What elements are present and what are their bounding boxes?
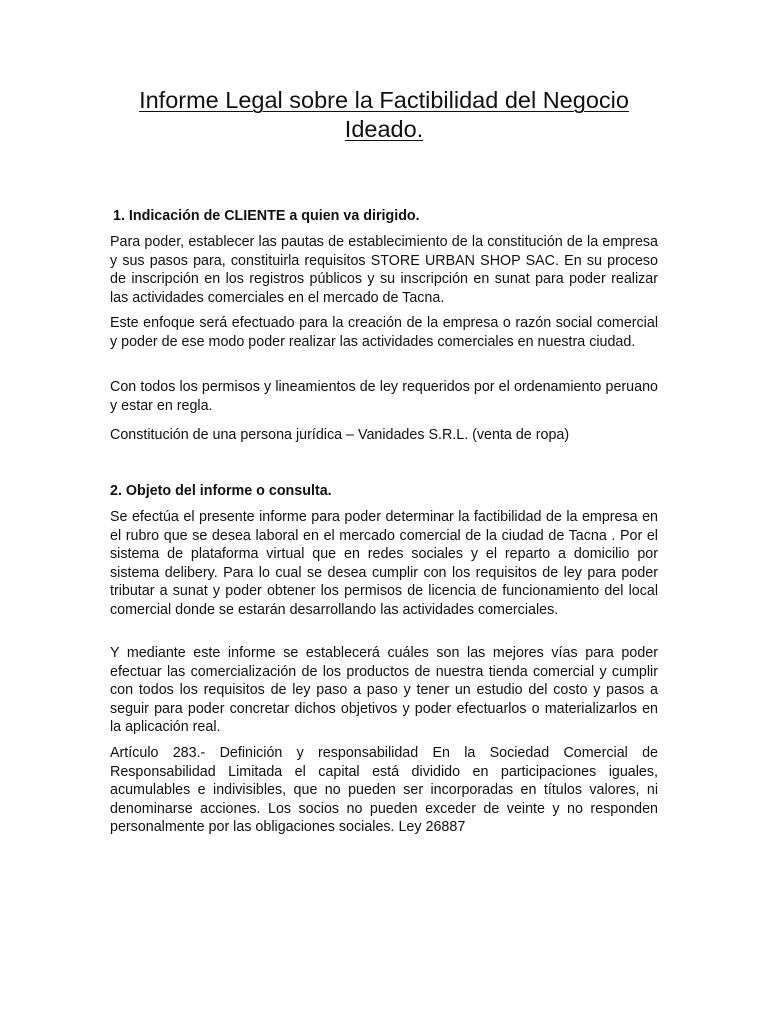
section-1-paragraph-3: Con todos los permisos y lineamientos de ley requeridos por el ordenamiento peruano y estar en regla.	[110, 379, 658, 414]
document-title: Informe Legal sobre la Factibilidad del Negocio Ideado.	[139, 87, 629, 142]
section-2-paragraph-2: Y mediante este informe se establecerá cuáles son las mejores vías para poder efectuar las comercialización de los productos de nuestra tienda comercial y cumplir con todos los requisitos de ley paso a paso y tener un estudio del costo y pasos a seguir para poder concretar dichos objetivos y poder efectuarlos o materializarlos en la aplicación real.	[110, 645, 658, 736]
section-2-paragraph-1: Se efectúa el presente informe para poder determinar la factibilidad de la empresa en el rubro que se desea laboral en el mercado comercial de la ciudad de Tacna . Por el sistema de plataforma virtual que en redes sociales y el reparto a domicilio por sistema delibery. Para lo cual se desea cumplir con los requisitos de ley para poder tributar a sunat y poder obtener los permisos de licencia de funcionamiento del local comercial donde se estarán desarrollando las actividades comerciales.	[110, 509, 658, 618]
section-1-heading: 1. Indicación de CLIENTE a quien va dirigido.	[113, 208, 420, 224]
section-2-paragraph-3: Artículo 283.- Definición y responsabilidad En la Sociedad Comercial de Responsabilidad Limitada el capital está dividido en participaciones iguales, acumulables e indivisibles, que no pueden ser incorporadas en títulos valores, ni denominarse acciones. Los socios no pueden exceder de veinte y no responden personalmente por las obligaciones sociales. Ley 26887	[110, 745, 658, 836]
section-2-heading: 2. Objeto del informe o consulta.	[110, 483, 332, 499]
section-1-paragraph-2: Este enfoque será efectuado para la creación de la empresa o razón social comercial y poder de ese modo poder realizar las actividades comerciales en nuestra ciudad.	[110, 315, 658, 350]
section-1-paragraph-1: Para poder, establecer las pautas de establecimiento de la constitución de la empresa y sus pasos para, constituirla requisitos STORE URBAN SHOP SAC. En su proceso de inscripción en los registros públicos y su inscripción en sunat para poder realizar las actividades comerciales en el mercado de Tacna.	[110, 234, 658, 306]
section-1-paragraph-4: Constitución de una persona jurídica – Vanidades S.R.L. (venta de ropa)	[110, 427, 570, 443]
